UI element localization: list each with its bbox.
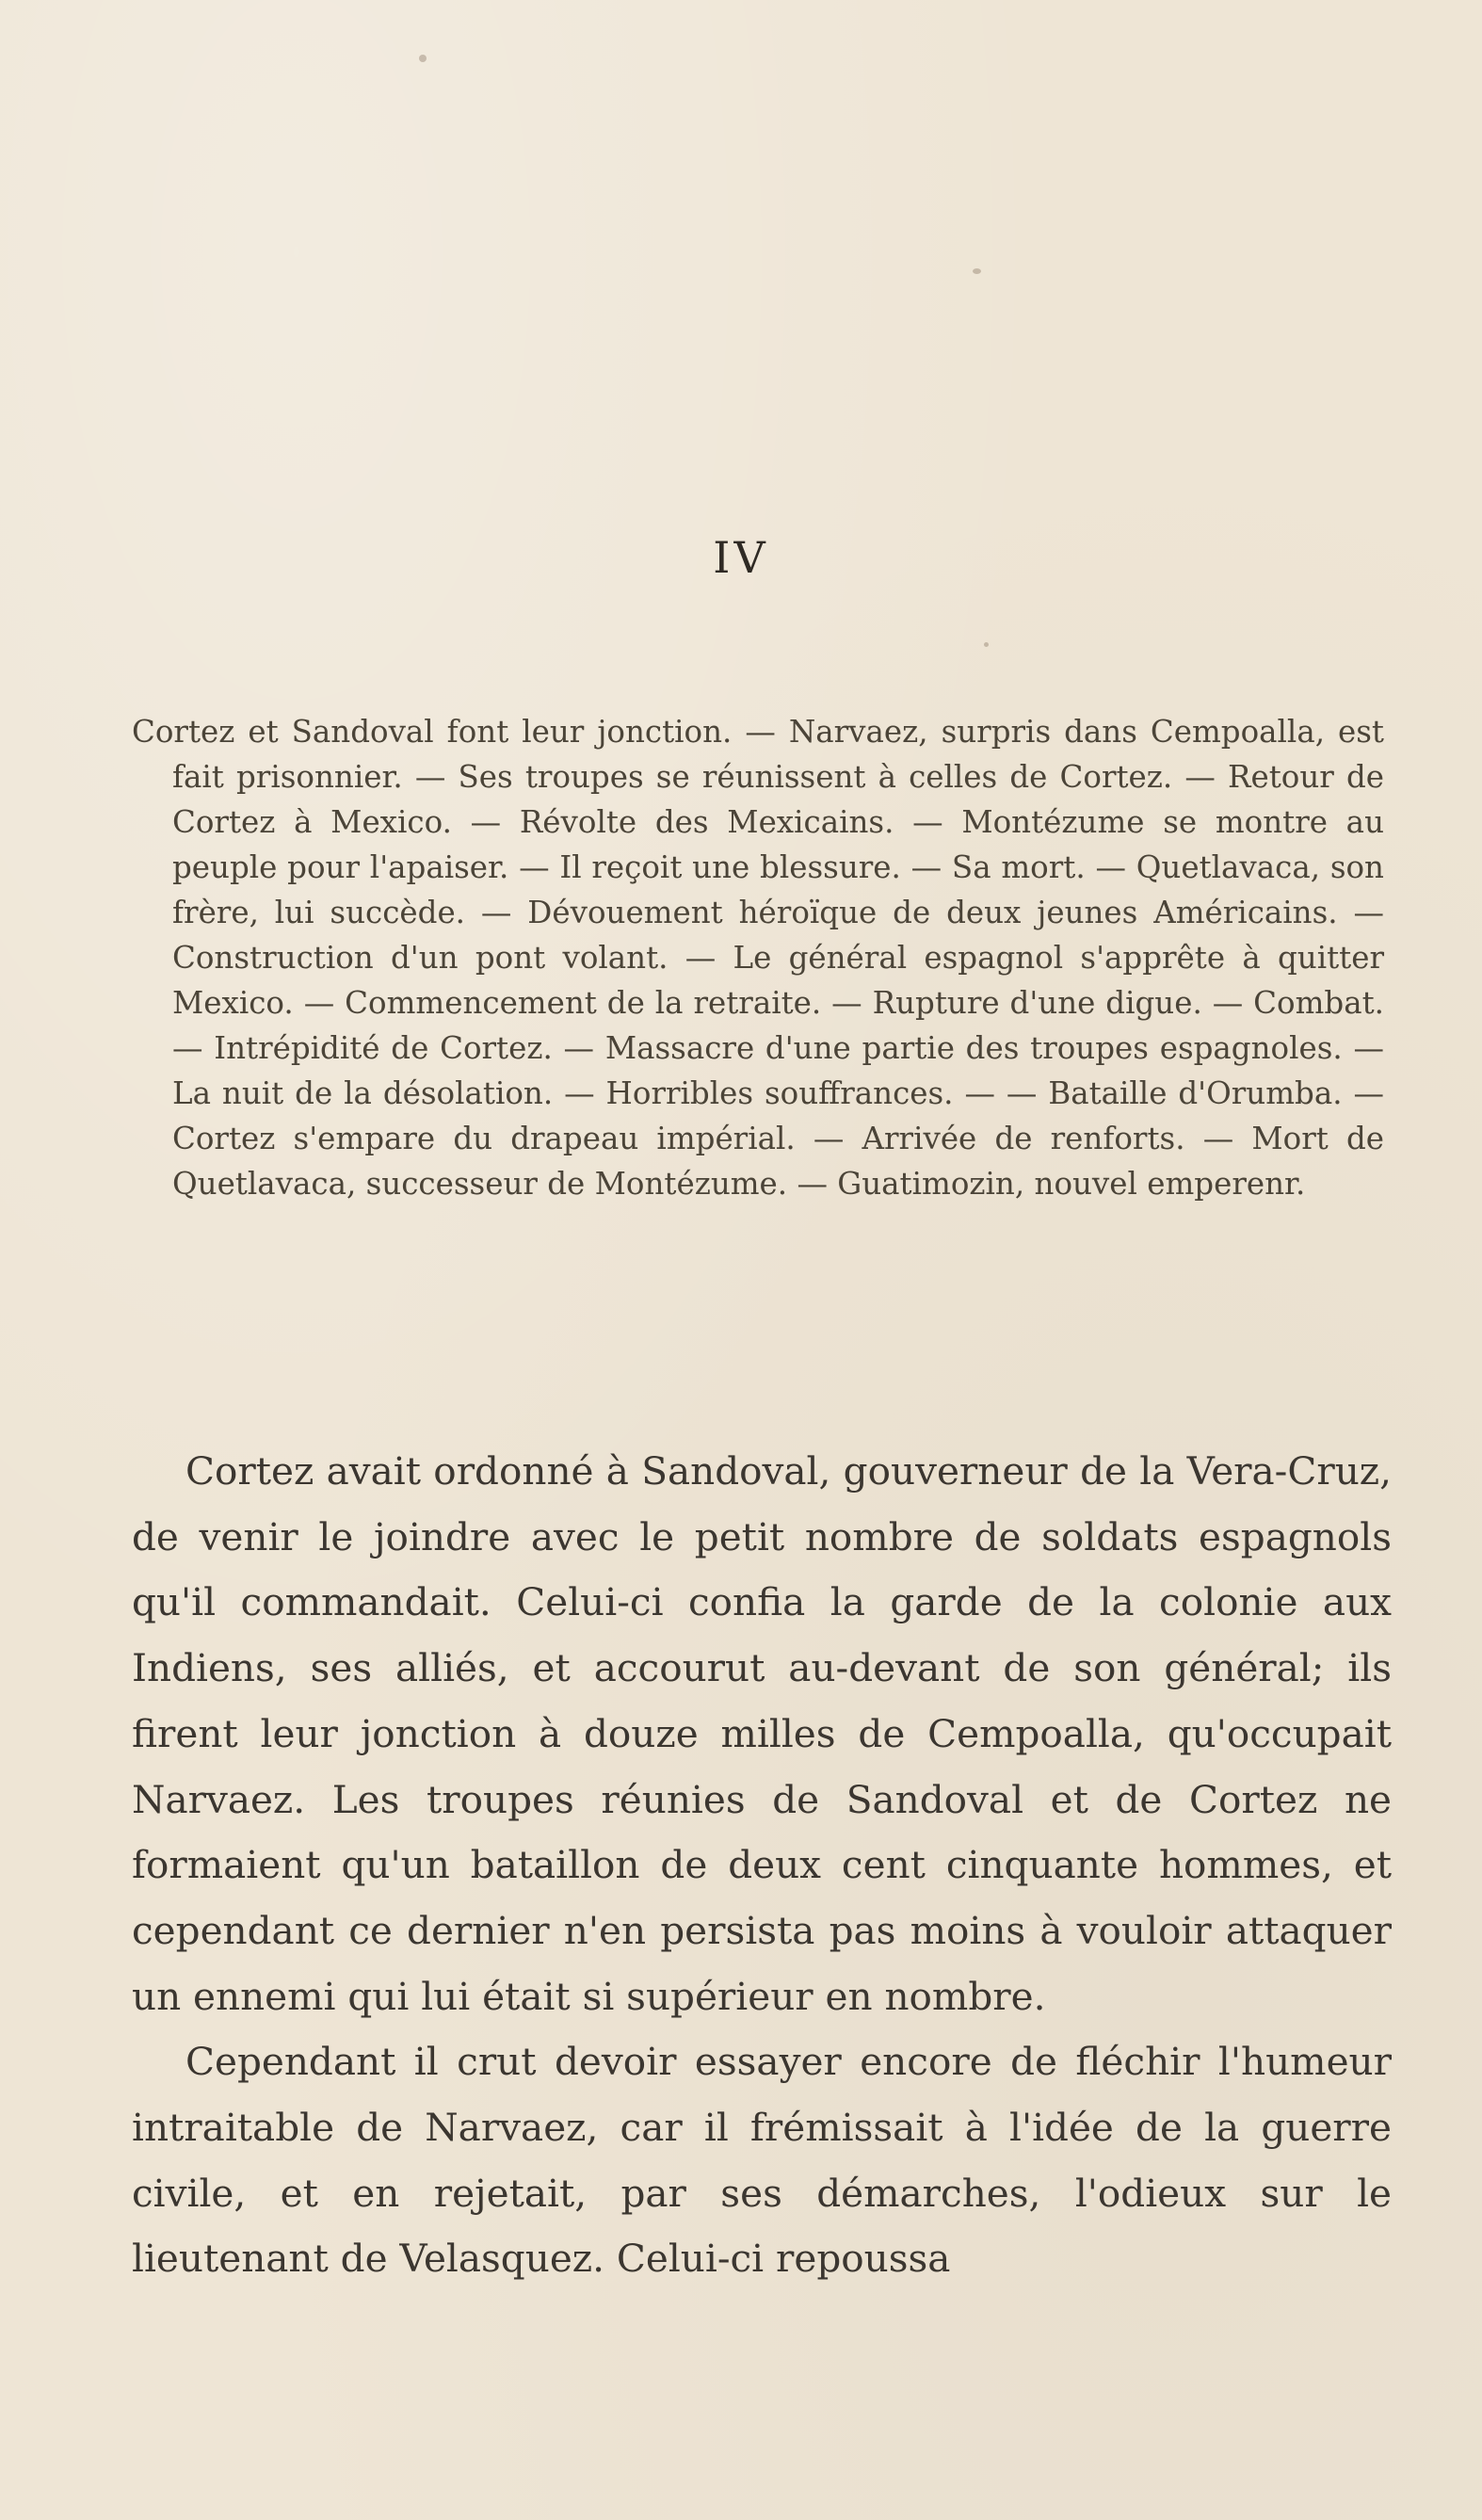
body-paragraph: Cependant il crut devoir essayer encore de fléchir l'humeur intraitable de Narvaez, car il frémissait à l'idée de la guerre civile, et en rejetait, par ses démarches, l'odieux sur le lieutenant de Velasquez. Celui-ci repoussa (132, 2039, 1392, 2282)
chapter-summary-text: Cortez et Sandoval font leur jonction. — Narvaez, surpris dans Cempoalla, est fait prisonnier. — Ses troupes se réunissent à celles de Cortez. — Retour de Cortez à Mexico. — Révolte des Mexicains. — Montézume se montre au peuple pour l'apaiser. — Il reçoit une blessure. — Sa mort. — Quetlavaca, son frère, lui succède. — Dévouement héroïque de deux jeunes Américains. — Construction d'un pont volant. — Le général espagnol s'apprête à quitter Mexico. — Commencement de la retraite. — Rupture d'une digue. — Combat. — Intrépidité de Cortez. — Massacre d'une partie des troupes espagnoles. — La nuit de la désolation. — Horribles souffrances. — — Bataille d'Orumba. — Cortez s'empare du drapeau impérial. — Arrivée de renforts. — Mort de Quetlavaca, successeur de Montézume. — Guatimozin, nouvel emperenr. (132, 714, 1384, 1202)
paper-spot (419, 55, 427, 62)
chapter-body (132, 1439, 1392, 2292)
paper-spot (984, 642, 989, 647)
chapter-number: IV (713, 532, 769, 583)
body-paragraph: Cortez avait ordonné à Sandoval, gouverneur de la Vera-Cruz, de venir le joindre avec le petit nombre de soldats espagnols qu'il commandait. Celui-ci confia la garde de la colonie aux Indiens, ses alliés, et accourut au-devant de son général; ils firent leur jonction à douze milles de Cempoalla, qu'occupait Narvaez. Les troupes réunies de Sandoval et de Cortez ne formaient qu'un bataillon de deux cent cinquante hommes, et cependant ce dernier n'en persista pas moins à vouloir attaquer un ennemi qui lui était si supérieur en nombre. (132, 1448, 1392, 2019)
paper-spot (973, 268, 981, 274)
chapter-summary (132, 709, 1384, 1206)
